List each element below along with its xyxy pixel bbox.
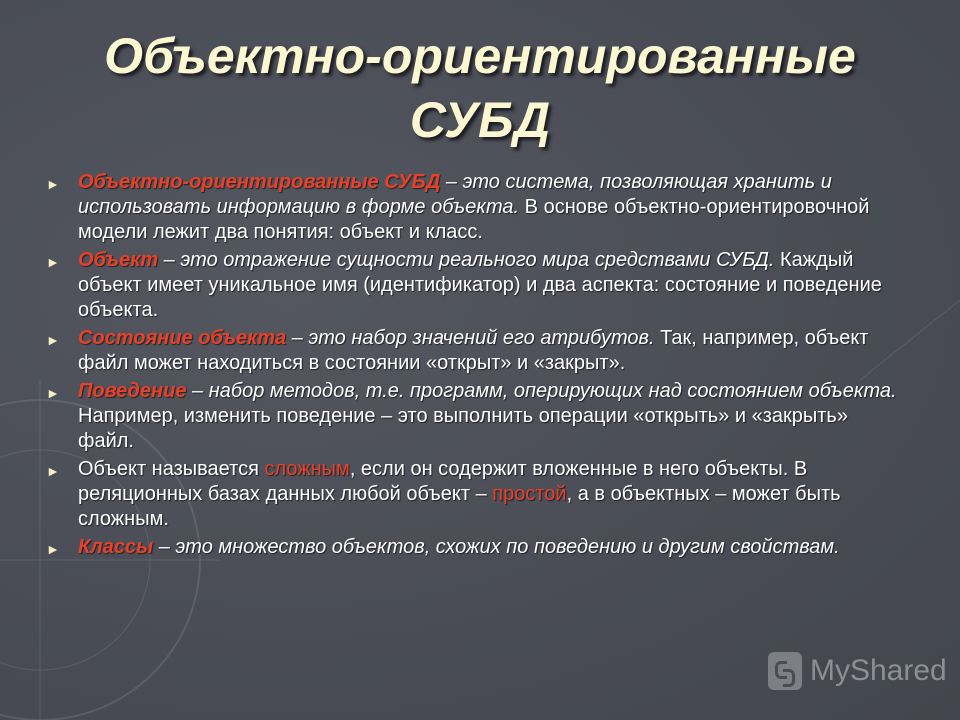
bullet-definition: – это система, позволяющая хранить и использовать информацию в форме объекта. [78, 171, 832, 218]
myshared-logo-icon [768, 652, 802, 690]
bullet-text: Так, например, объект файл может находиться в состоянии «открыт» и «закрыт». [78, 327, 869, 374]
bullet-text: Например, изменить поведение – это выполнить операции «открыть» и «закрыть» файл. [78, 405, 848, 452]
slide-title [0, 24, 960, 152]
bullet-term: Состояние объекта [78, 327, 287, 349]
bullet-text: , если он содержит вложенные в него объекты. В реляционных базах данных любой объект – [78, 458, 808, 505]
accent-word: простой [492, 483, 567, 505]
bullet-text: Каждый объект имеет уникальное имя (идентификатор) и два аспекта: состояние и поведение объекта. [78, 249, 882, 321]
bullet-item [44, 457, 904, 532]
bullet-term: Классы [78, 536, 154, 558]
bullet-text: , а в объектных – может быть сложным. [78, 483, 841, 530]
bullet-definition: – набор методов, т.е. программ, оперирующих над состоянием объекта. [186, 380, 897, 402]
bullet-item [44, 170, 904, 245]
triangle-bullet-icon: ► [46, 463, 60, 479]
triangle-bullet-icon: ► [46, 332, 60, 348]
bullet-item [44, 326, 904, 376]
bullet-item [44, 535, 904, 560]
triangle-bullet-icon: ► [46, 254, 60, 270]
title-line-1: Объектно-ориентированные [104, 28, 856, 84]
bullet-item [44, 379, 904, 454]
triangle-bullet-icon: ► [46, 385, 60, 401]
bullet-definition: – это отражение сущности реального мира средствами СУБД. [158, 249, 775, 271]
bullet-item [44, 248, 904, 323]
bullet-definition: – это набор значений его атрибутов. [286, 327, 655, 349]
bullet-list [44, 170, 904, 563]
bullet-term: Поведение [78, 380, 187, 402]
bullet-text: В основе объектно-ориентировочной модели лежит два понятия: объект и класс. [78, 196, 870, 243]
bullet-definition: – это множество объектов, схожих по поведению и другим свойствам. [153, 536, 840, 558]
bullet-term: Объектно-ориентированные СУБД [78, 171, 441, 193]
accent-word: сложным [264, 458, 350, 480]
title-line-2: СУБД [409, 92, 551, 148]
bullet-term: Объект [78, 249, 159, 271]
triangle-bullet-icon: ► [46, 176, 60, 192]
triangle-bullet-icon: ► [46, 541, 60, 557]
bullet-text: Объект называется [78, 458, 265, 480]
myshared-watermark [768, 652, 947, 690]
watermark-text: MyShared [810, 654, 947, 687]
